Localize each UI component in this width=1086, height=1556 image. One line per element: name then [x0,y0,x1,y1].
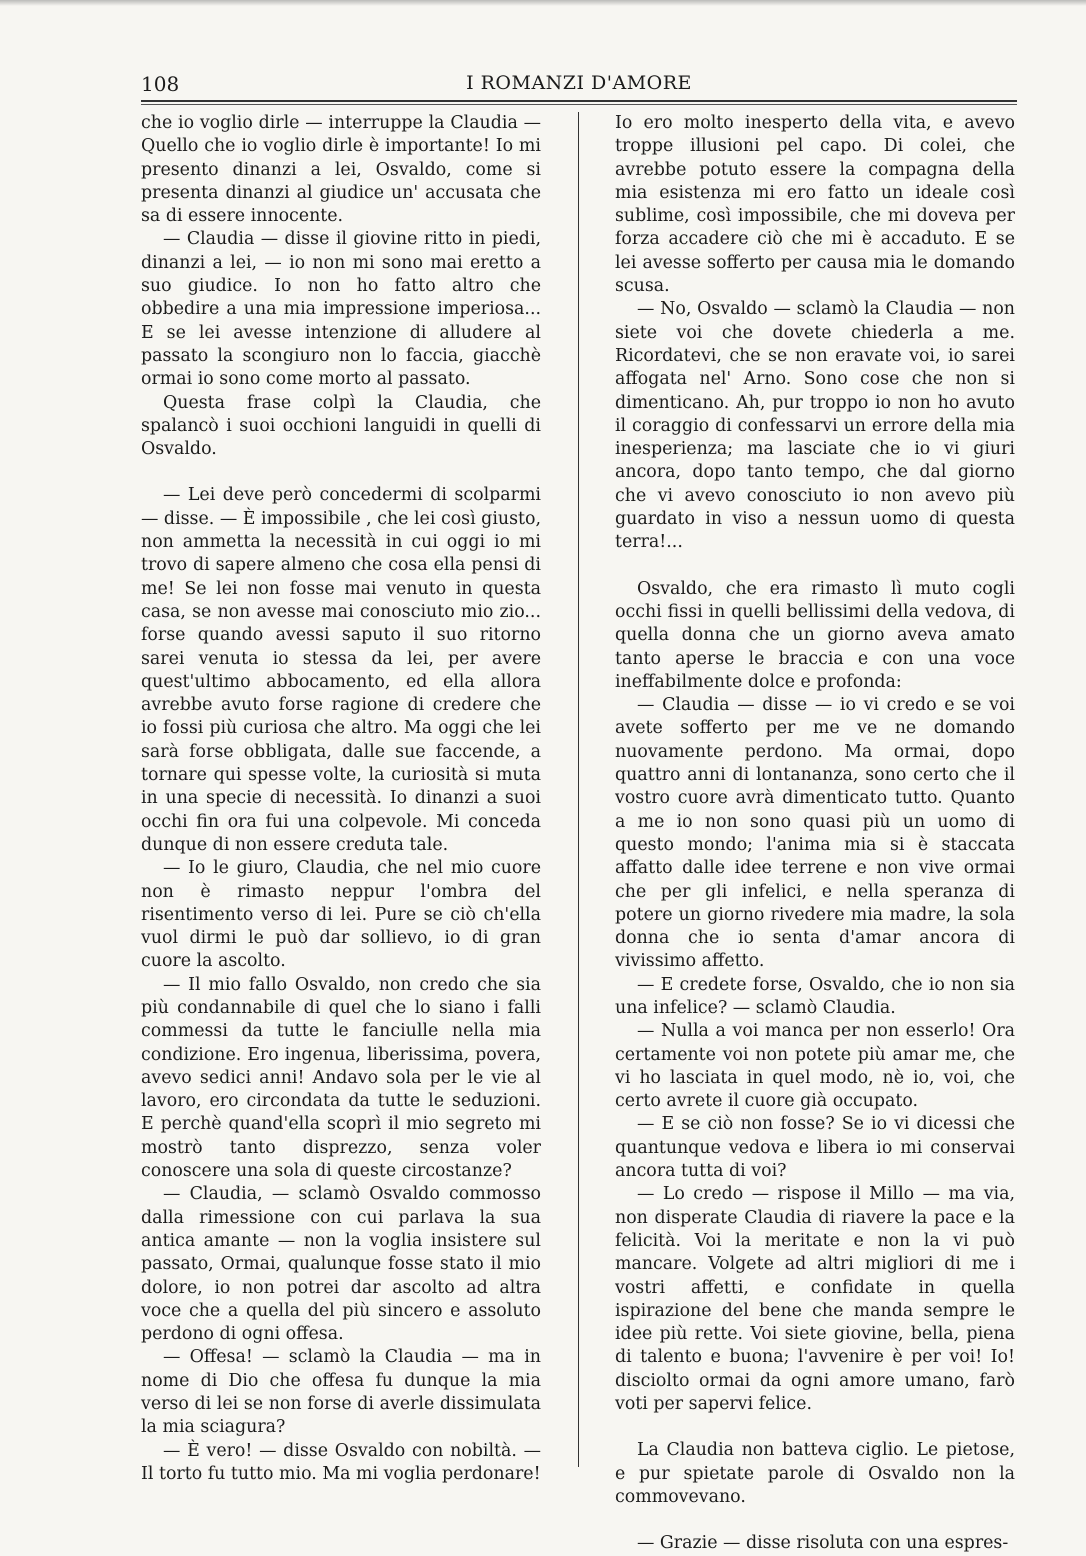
running-title: I ROMANZI D'AMORE [466,72,692,94]
paragraph: — Claudia — disse — io vi credo e se voi avete sofferto per me ve ne domando nuovamente perdono. Ma ormai, dopo quattro anni di lontananza, sono certo che il vostro cuore avrà dimenticato tutto. Quanto a me io non sono quasi più un uomo di questo mondo; l'anima mia si è staccata affatto dalle idee terrene e non vive ormai che per gli infelici, e nella speranza di potere un giorno rivedere mia madre, la sola donna che io senta d'amar ancora di vivissimo affetto. [615,695,1015,972]
paragraph: — Offesa! — sclamò la Claudia — ma in nome di Dio che offesa fu dunque la mia verso di lei se non forse di averle dissimulata la mia sciagura? [141,1347,541,1438]
page-header [141,70,1017,98]
paragraph: — Claudia, — sclamò Osvaldo commosso dalla rimessione con cui parlava la sua antica amante — non la voglia insistere sul passato, Ormai, qualunque fosse stato il mio dolore, io non potrei dar ascolto ad altra voce che a quella del più sincero e assoluto perdono di ogni offesa. [141,1184,541,1345]
paragraph: Questa frase colpì la Claudia, che spalancò i suoi occhioni languidi in quelli di Osvaldo. [141,392,541,460]
paragraph: — Claudia — disse il giovine ritto in piedi, dinanzi a lei, — io non mi sono mai eretto a suo giudice. Io non ho fatto altro che obbedire a una mia impressione imperiosa... E se lei avesse intenzione di alludere al passato la scongiuro non lo faccia, giacchè ormai io sono come morto al passato. [141,229,541,390]
paragraph: — E credete forse, Osvaldo, che io non sia una infelice? — sclamò Claudia. [615,974,1015,1018]
header-rule [141,100,1017,102]
paragraph: La Claudia non batteva ciglio. Le pietose, e pur spietate parole di Osvaldo non la commovevano. [615,1440,1015,1507]
paragraph: — Io le giuro, Claudia, che nel mio cuore non è rimasto neppur l'ombra del risentimento verso di lei. Pure se ciò ch'ella vuol dirmi le può dar sollievo, io di gran cuore la ascolto. [141,858,541,972]
paragraph: — No, Osvaldo — sclamò la Claudia — non siete voi che dovete chiederla a me. Ricordatevi, che se non eravate voi, io sarei affogata nel' Arno. Sono cose che non si dimenticano. Ah, pur troppo io non ho avuto il coraggio di confessarvi un errore della mia inesperienza; ma lasciate che io vi giuri ancora, dopo tanto tempo, che dal giorno che vi avevo conosciuto io non avevo più guardato in viso a nessun uomo di questa terra!... [615,299,1015,553]
left-column [141,112,541,1486]
paragraph: — Lo credo — rispose il Millo — ma via, non disperate Claudia di riavere la pace e la felicità. Voi la meritate e non la vi può mancare. Volgete ad altri migliori di me i vostri affetti, e confidate in quella ispirazione del bene che manda sempre le idee più rette. Voi siete giovine, bella, piena di talento e buona; l'avvenire è per voi! Io! disciolto ormai da ogni amore umano, farò voti per sapervi felice. [615,1184,1015,1415]
paragraph: Osvaldo, che era rimasto lì muto cogli occhi fissi in quelli bellissimi della vedova, di quella donna che un giorno aveva amato tanto aperse le braccia e con una voce ineffabilmente dolce e profonda: [615,578,1015,692]
page-top-edge [0,0,1086,6]
paragraph: — Grazie — disse risoluta con una espres- [637,1533,1009,1554]
column-divider [578,112,579,1467]
paragraph: — È vero! — disse Osvaldo con nobiltà. — Il torto fu tutto mio. Ma mi voglia perdonare! [141,1440,541,1484]
page-number: 108 [141,72,180,96]
header-rule-thin [141,104,1017,105]
paragraph: che io voglio dirle — interruppe la Claudia — Quello che io voglio dirle è importante! Io mi presento dinanzi a lei, Osvaldo, come si presenta dinanzi al giudice un' accusata che sa di essere innocente. [141,113,541,227]
paragraph: — E se ciò non fosse? Se io vi dicessi che quantunque vedova e libera io mi conservai ancora tutta di voi? [615,1114,1015,1182]
paragraph: Io ero molto inesperto della vita, e avevo troppe illusioni pel capo. Di colei, che avrebbe potuto essere la compagna della mia esistenza mi ero fatto un ideale così sublime, così impossibile, che mi doveva per forza accadere ciò che mi è accaduto. E se lei avesse sofferto per causa mia le domando scusa. [615,113,1015,297]
paragraph: — Nulla a voi manca per non esserlo! Ora certamente voi non potete più amar me, che vi ho lasciata in quel modo, nè io, voi, che certo avrete il cuore già occupato. [615,1021,1015,1112]
paragraph: — Il mio fallo Osvaldo, non credo che sia più condannabile di quel che lo siano i falli commessi da tutte le fanciulle nella mia condizione. Ero ingenua, liberissima, povera, avevo sedici anni! Andavo sola per le vie al lavoro, ero circondata da tutte le seduzioni. E perchè quand'ella scoprì il mio segreto mi mostrò tanto disprezzo, senza voler conoscere una sola di queste circostanze? [141,974,541,1182]
paragraph: — Lei deve però concedermi di scolparmi — disse. — È impossibile , che lei così giusto, non ammetta la necessità in cui oggi io mi trovo di sapere almeno che cosa ella pensi di me! Se lei non fosse mai venuto in questa casa, se non avesse mai conosciuto mio zio... forse quando avessi saputo il suo ritorno sarei venuta io stessa da lei, per avere quest'ultimo abbocamento, ed ella allora avrebbe avuto forse ragione di credere che io fossi più curiosa che altro. Ma oggi che lei sarà forse obbligata, dalle sue faccende, a tornare qui spesse volte, la curiosità si muta in una specie di necessità. Io dinanzi a suoi occhi fin ora fui una colpevole. Mi conceda dunque di non essere creduta tale. [141,485,541,855]
right-column [615,112,1015,1556]
